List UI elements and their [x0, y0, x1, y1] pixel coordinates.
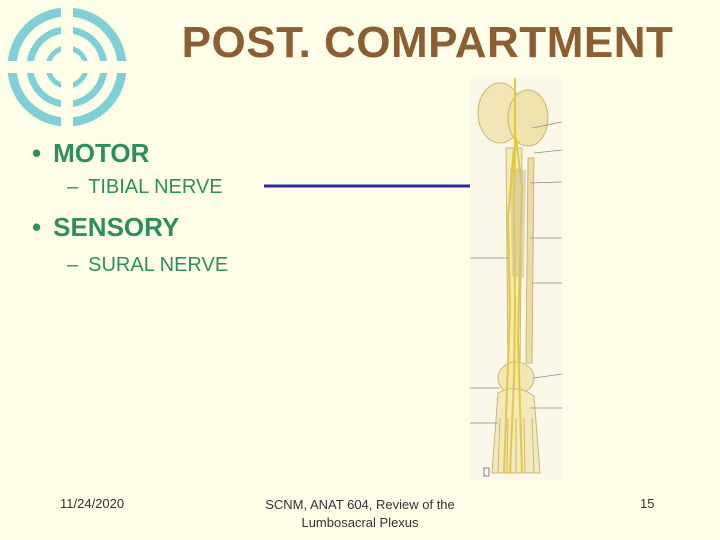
- bullet-marker: –: [67, 176, 79, 198]
- footer-date: 11/24/2020: [60, 496, 125, 511]
- bullet-text: SENSORY: [53, 212, 180, 242]
- bullet-text: MOTOR: [53, 138, 150, 168]
- leg-nerve-illustration: [470, 78, 562, 480]
- footer-course-line1: SCNM, ANAT 604, Review of the: [265, 497, 455, 512]
- slide-title: POST. COMPARTMENT: [181, 18, 674, 67]
- footer-course-line2: Lumbosacral Plexus: [301, 515, 419, 530]
- bullet-marker: •: [32, 138, 42, 168]
- bullet-sensory: [32, 212, 179, 243]
- bullet-text: TIBIAL NERVE: [88, 176, 223, 198]
- bullet-marker: –: [67, 254, 79, 276]
- subbullet-sural-nerve: [67, 254, 228, 277]
- page-number: 15: [640, 496, 655, 511]
- subbullet-tibial-nerve: [67, 176, 223, 199]
- footer-course: [248, 496, 472, 532]
- spiral-logo-icon: [0, 0, 135, 135]
- bullet-marker: •: [32, 212, 42, 242]
- bullet-motor: [32, 138, 149, 169]
- bullet-text: SURAL NERVE: [88, 254, 229, 276]
